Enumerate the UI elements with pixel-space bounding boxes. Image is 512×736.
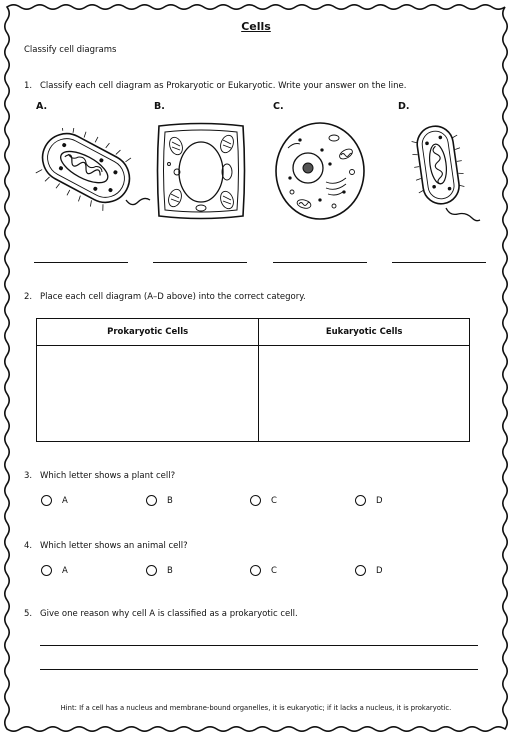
cell-a-label: A. <box>36 101 48 112</box>
prokaryotic-column-header: Prokaryotic Cells <box>37 319 259 346</box>
worksheet-title: Cells <box>241 20 271 33</box>
q5-answer-line-1[interactable] <box>40 645 478 646</box>
eukaryotic-column-header: Eukaryotic Cells <box>259 319 470 346</box>
q5-answer-line-2[interactable] <box>40 669 478 670</box>
question-2-text: Place each cell diagram (A–D above) into the correct category. <box>40 292 306 302</box>
radio-circle-icon[interactable] <box>355 495 366 506</box>
answer-line-d[interactable] <box>392 262 486 263</box>
hint-text: Hint: If a cell has a nucleus and membrane-bound organelles, it is eukaryotic; if it lacks a nucleus, it is prokaryotic. <box>60 704 452 712</box>
question-1 <box>24 81 406 91</box>
q4-option-c[interactable] <box>250 565 277 576</box>
question-4-number: 4. <box>24 541 33 551</box>
answer-line-c[interactable] <box>273 262 367 263</box>
cell-c-animal-cell-diagram <box>272 120 368 222</box>
q3-option-b[interactable] <box>146 495 173 506</box>
q3-option-d-label: D <box>376 495 383 506</box>
question-5-text: Give one reason why cell A is classified as a prokaryotic cell. <box>40 609 298 619</box>
question-3-number: 3. <box>24 471 33 481</box>
q3-option-c[interactable] <box>250 495 277 506</box>
q4-option-a[interactable] <box>41 565 68 576</box>
radio-circle-icon[interactable] <box>41 565 52 576</box>
q4-option-d-label: D <box>376 565 383 576</box>
worksheet-subtitle: Classify cell diagrams <box>24 45 117 55</box>
radio-circle-icon[interactable] <box>355 565 366 576</box>
category-table <box>36 318 470 442</box>
prokaryotic-answer-cell[interactable] <box>37 346 259 442</box>
q3-option-c-label: C <box>271 495 277 506</box>
question-1-text: Classify each cell diagram as Prokaryotic or Eukaryotic. Write your answer on the line. <box>40 81 407 91</box>
question-4-text: Which letter shows an animal cell? <box>40 541 188 551</box>
radio-circle-icon[interactable] <box>146 565 157 576</box>
question-5-number: 5. <box>24 609 33 619</box>
cell-d-label: D. <box>398 101 410 112</box>
answer-line-b[interactable] <box>153 262 247 263</box>
cell-c-label: C. <box>273 101 284 112</box>
question-2-number: 2. <box>24 292 33 302</box>
q3-option-b-label: B <box>167 495 173 506</box>
q4-option-d[interactable] <box>355 565 383 576</box>
cell-a-prokaryote-diagram <box>34 128 152 220</box>
radio-circle-icon[interactable] <box>146 495 157 506</box>
q4-option-b[interactable] <box>146 565 173 576</box>
q4-option-b-label: B <box>167 565 173 576</box>
question-3-text: Which letter shows a plant cell? <box>40 471 176 481</box>
q3-option-a-label: A <box>62 495 68 506</box>
cell-b-label: B. <box>154 101 165 112</box>
q4-option-a-label: A <box>62 565 68 576</box>
eukaryotic-answer-cell[interactable] <box>259 346 470 442</box>
q4-option-c-label: C <box>271 565 277 576</box>
radio-circle-icon[interactable] <box>250 565 261 576</box>
question-4 <box>24 541 188 551</box>
question-5 <box>24 609 298 619</box>
cell-b-plant-cell-diagram <box>155 120 247 222</box>
answer-line-a[interactable] <box>34 262 128 263</box>
question-3 <box>24 471 175 481</box>
radio-circle-icon[interactable] <box>41 495 52 506</box>
q3-option-a[interactable] <box>41 495 68 506</box>
radio-circle-icon[interactable] <box>250 495 261 506</box>
question-2 <box>24 292 306 302</box>
question-1-number: 1. <box>24 81 33 91</box>
q3-option-d[interactable] <box>355 495 383 506</box>
cell-d-prokaryote-diagram <box>406 120 486 224</box>
